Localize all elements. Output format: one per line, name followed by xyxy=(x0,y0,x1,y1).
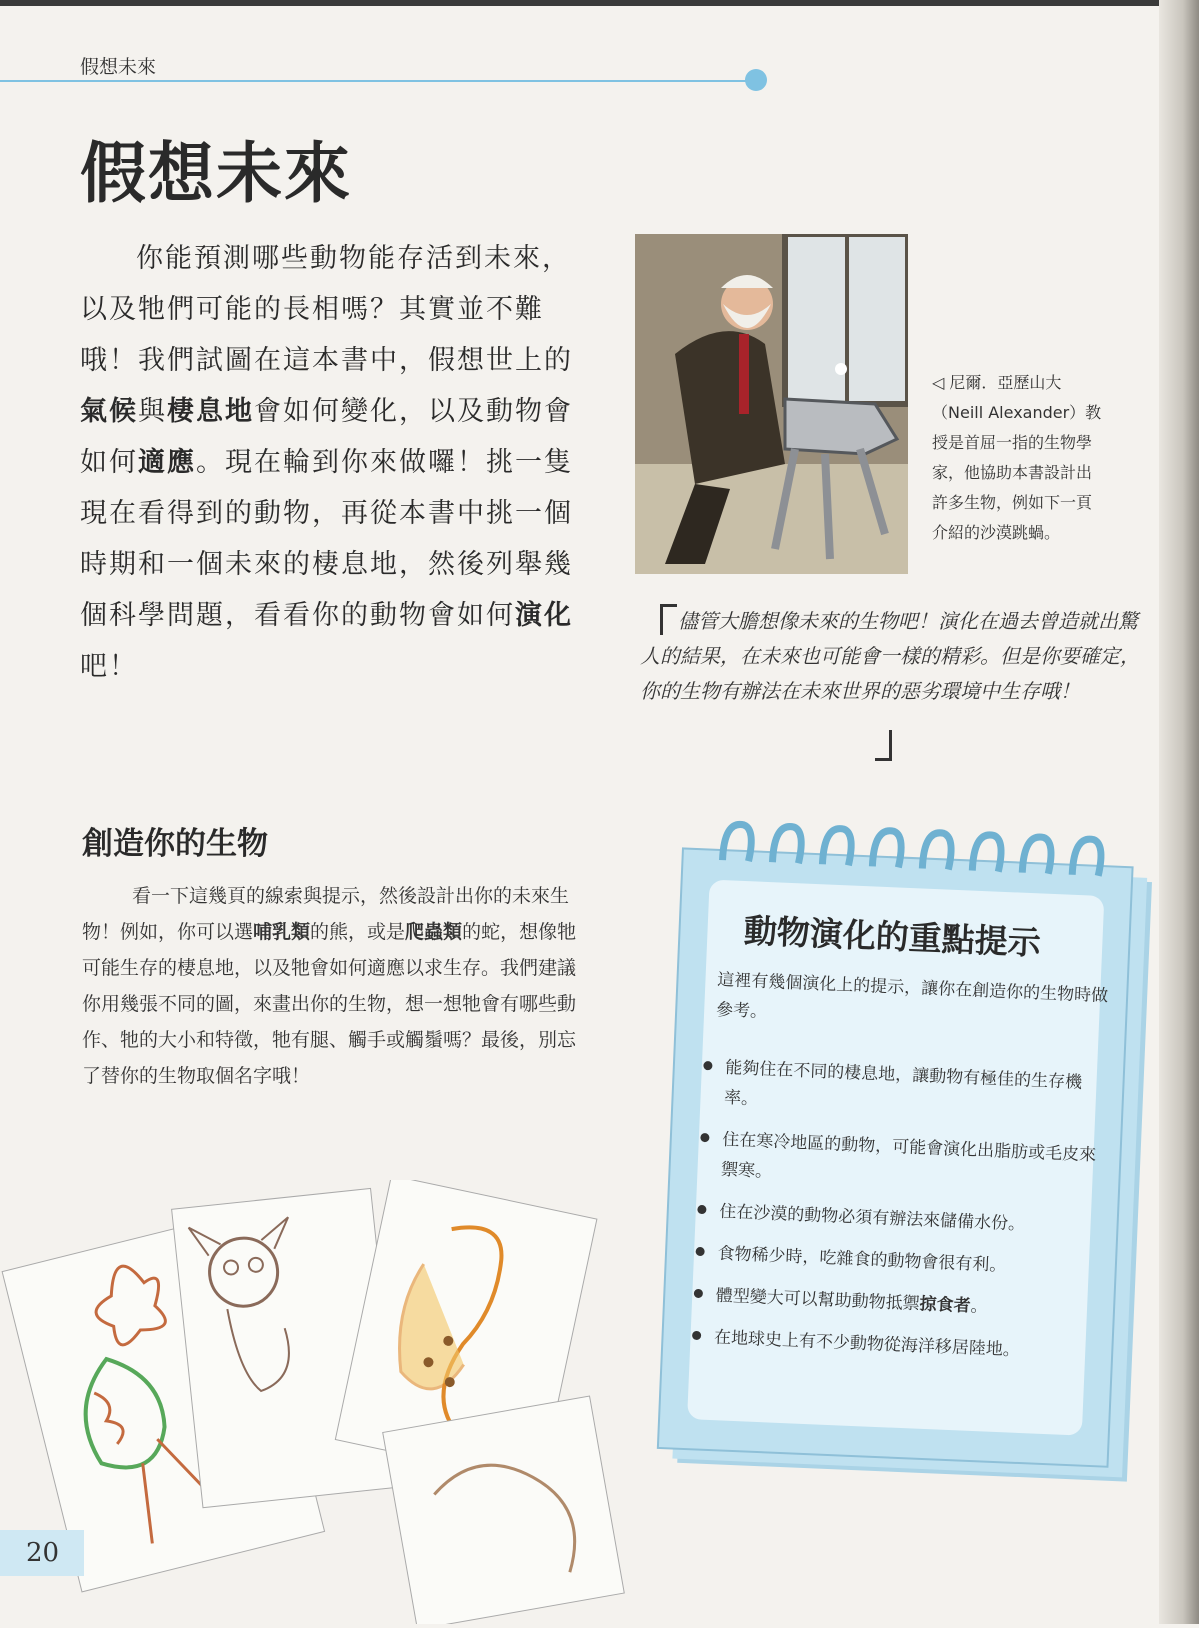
tips-list xyxy=(691,1052,1104,1380)
bullet-icon xyxy=(695,1247,704,1256)
keyword: 演化 xyxy=(515,600,573,631)
bullet-icon xyxy=(697,1205,706,1214)
page-number: 20 xyxy=(0,1530,84,1576)
photo-caption: ◁ 尼爾．亞歷山大（Neill Alexander）教授是首屈一指的生物學家，他協助本書設計出許多生物，例如下一頁介紹的沙漠跳蝸。 xyxy=(932,373,1102,542)
keyword: 棲息地 xyxy=(167,396,254,427)
keyword: 適應 xyxy=(138,447,196,478)
pull-quote xyxy=(640,604,1140,709)
top-edge xyxy=(0,0,1199,6)
tips-title: 動物演化的重點提示 xyxy=(743,910,1042,963)
professor-robot-illustration xyxy=(635,234,908,574)
header-dot-icon xyxy=(745,69,767,91)
text-run: 吧！ xyxy=(80,651,138,682)
bullet-icon xyxy=(692,1331,701,1340)
tip-item xyxy=(691,1322,1092,1369)
pull-quote-text: 儘管大膽想像未來的生物吧！演化在過去曾造就出驚人的結果，在未來也可能會一樣的精彩。但是你要確定，你的生物有辦法在未來世界的惡劣環境中生存哦！ xyxy=(640,609,1140,703)
create-text xyxy=(82,878,592,1094)
page-title: 假想未來 xyxy=(80,135,352,212)
tip-text xyxy=(714,1328,1021,1361)
keyword: 哺乳類 xyxy=(253,921,311,943)
bullet-icon xyxy=(703,1061,712,1070)
tip-item xyxy=(695,1238,1096,1285)
text-run: 的熊，或是 xyxy=(310,921,406,943)
text-run: 。 xyxy=(970,1296,988,1318)
text-run: 與 xyxy=(138,396,167,427)
text-run: 的蛇，想像牠可能生存的棲息地，以及牠會如何適應以求生存。我們建議你用幾張不同的圖，來畫出你的生物，想一想牠會有哪些動作、牠的大小和特徵，牠有腿、觸手或觸鬚嗎？最後，別忘了替你的生物取個名字哦！ xyxy=(82,921,577,1087)
text-run: 你能預測哪些動物能存活到未來，以及牠們可能的長相嗎？其實並不難哦！我們試圖在這本書中，假想世上的 xyxy=(80,243,573,376)
tip-text xyxy=(717,1244,1007,1276)
tip-item xyxy=(698,1124,1100,1201)
text-run: 食物稀少時，吃雜食的動物會很有利。 xyxy=(717,1243,1007,1276)
tip-text xyxy=(724,1058,1083,1109)
keyword: 氣候 xyxy=(80,396,138,427)
text-run: 。現在輪到你來做囉！挑一隻現在看得到的動物，再從本書中挑一個時期和一個未來的棲息地，然後列舉幾個科學問題，看看你的動物會如何 xyxy=(80,447,573,631)
sketch-cards-illustration xyxy=(0,1180,640,1624)
running-header: 假想未來 xyxy=(80,56,157,78)
quote-close-mark xyxy=(875,730,892,761)
keyword: 爬蟲類 xyxy=(405,921,463,943)
text-run: 住在寒冷地區的動物，可能會演化出脂肪或毛皮來禦寒。 xyxy=(720,1129,1097,1182)
professor-photo xyxy=(635,234,908,574)
tip-text xyxy=(715,1286,988,1317)
tips-intro: 這裡有幾個演化上的提示，讓你在創造你的生物時做參考。 xyxy=(715,969,1109,1023)
creature-sketches xyxy=(0,1180,640,1624)
text-run: 住在沙漠的動物必須有辦法來儲備水份。 xyxy=(718,1201,1026,1235)
text-run: 體型變大可以幫助動物抵禦 xyxy=(715,1285,921,1315)
page-spine-shadow xyxy=(1159,0,1199,1624)
create-paragraph xyxy=(82,878,592,1094)
keyword: 掠食者 xyxy=(919,1294,971,1317)
intro-text xyxy=(80,233,590,692)
text-run: 在地球史上有不少動物從海洋移居陸地。 xyxy=(713,1327,1021,1361)
bullet-icon xyxy=(694,1289,703,1298)
header-rule xyxy=(0,80,755,82)
tip-item xyxy=(697,1196,1098,1243)
section-heading: 創造你的生物 xyxy=(82,826,268,862)
text-run: 能夠住在不同的棲息地，讓動物有極佳的生存機率。 xyxy=(723,1057,1083,1110)
tip-text xyxy=(721,1130,1097,1182)
text-run: 看一下這幾頁的線索與提示，然後設計出你的未來生物！例如，你可以選 xyxy=(82,885,570,943)
intro-paragraph xyxy=(80,233,590,692)
bullet-icon xyxy=(700,1133,709,1142)
tip-text xyxy=(719,1202,1026,1235)
tip-item xyxy=(693,1280,1094,1327)
text-run: 會如何變化，以及動物會如何 xyxy=(80,396,573,478)
